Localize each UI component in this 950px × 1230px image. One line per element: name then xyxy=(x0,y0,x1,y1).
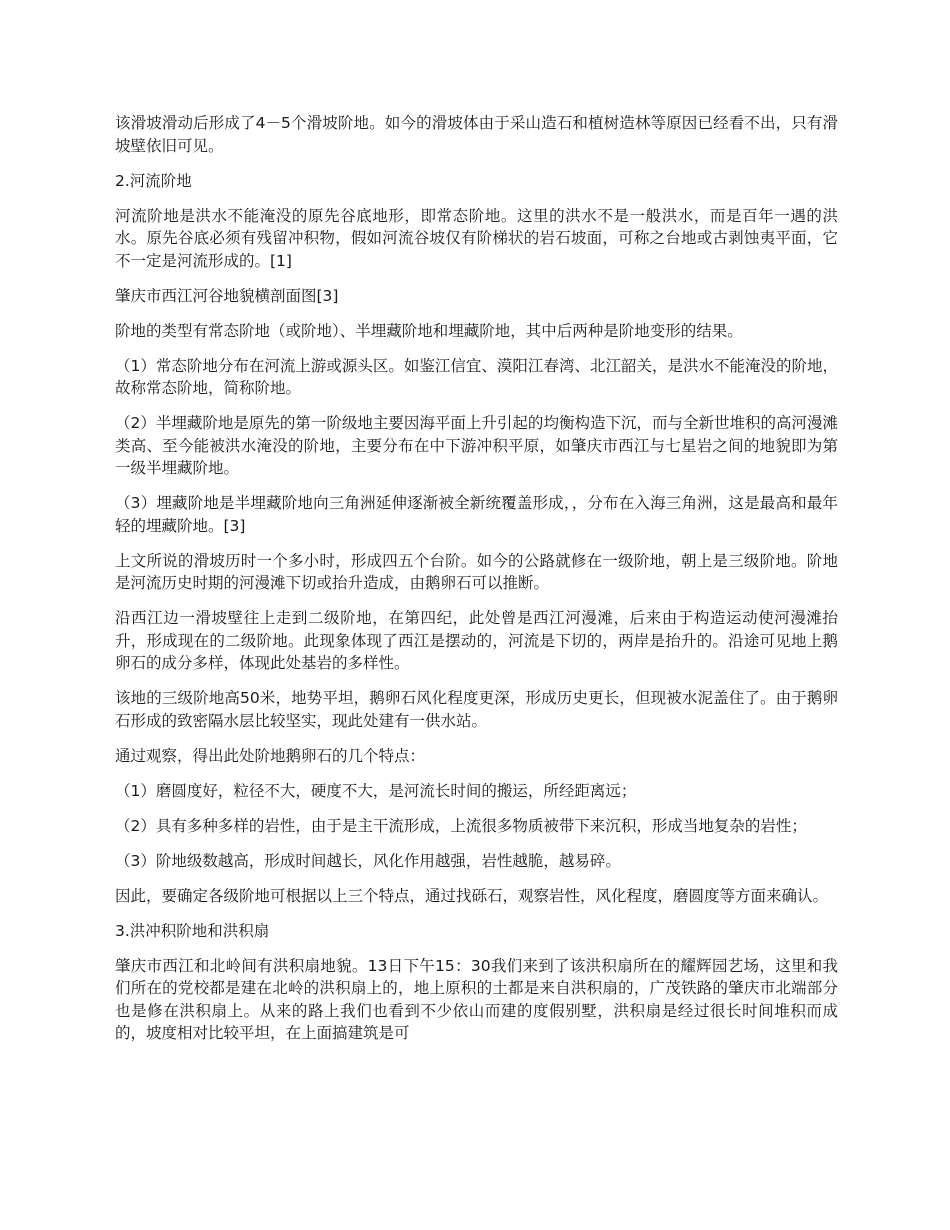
list-item-weathering: （3）阶地级数越高，形成时间越长，风化作用越强，岩性越脆，越易碎。 xyxy=(115,851,621,870)
paragraph-alluvial-fan: 肇庆市西江和北岭间有洪积扇地貌。13日下午15：30我们来到了该洪积扇所在的耀辉园艺场，这里和我们所在的党校都是建在北岭的洪积扇上的，地上原积的土都是来自洪积扇的，广茂铁路的肇庆市北端部分也是修在洪积扇上。从来的路上我们也看到不少依山而建的度假别墅，洪积扇是经过很长时间堆积而成的，坡度相对比较平坦，在上面搞建筑是可 xyxy=(115,956,838,1042)
list-item-normal-terrace: （1）常态阶地分布在河流上游或源头区。如鉴江信宜、漠阳江春湾、北江韶关，是洪水不能淹没的阶地，故称常态阶地，简称阶地。 xyxy=(115,356,838,397)
section-heading-river-terraces: 2.河流阶地 xyxy=(115,171,192,190)
list-item-roundness: （1）磨圆度好，粒径不大，硬度不大，是河流长时间的搬运，所经距离远； xyxy=(115,781,637,800)
paragraph-river-terrace-definition: 河流阶地是洪水不能淹没的原先谷底地形，即常态阶地。这里的洪水不是一般洪水，而是百年一遇的洪水。原先谷底必须有残留冲积物，假如河流谷坡仅有阶梯状的岩石坡面，可称之台地或古剥蚀夷平面，它不一定是河流形成的。[1] xyxy=(115,206,838,270)
list-item-lithology: （2）具有多种多样的岩性，由于是主干流形成，上流很多物质被带下来沉积，形成当地复杂的岩性； xyxy=(115,816,807,835)
list-item-buried-terrace: （3）埋藏阶地是半埋藏阶地向三角洲延伸逐渐被全新统覆盖形成，，分布在入海三角洲，这是最高和最年轻的埋藏阶地。[3] xyxy=(115,494,838,535)
paragraph-third-terrace: 该地的三级阶地高50米，地势平坦，鹅卵石风化程度更深，形成历史更长，但现被水泥盖住了。由于鹅卵石形成的致密隔水层比较坚实，现此处建有一供水站。 xyxy=(115,689,838,730)
list-item-semi-buried-terrace: （2）半埋藏阶地是原先的第一阶级地主要因海平面上升引起的均衡构造下沉，而与全新世堆积的高河漫滩类高、至今能被洪水淹没的阶地，主要分布在中下游冲积平原，如肇庆市西江与七星岩之间的地貌即为第一级半埋藏阶地。 xyxy=(115,414,838,477)
figure-caption-cross-section: 肇庆市西江河谷地貌横剖面图[3] xyxy=(115,286,339,305)
paragraph-second-terrace: 沿西江边一滑坡壁往上走到二级阶地，在第四纪，此处曾是西江河漫滩，后来由于构造运动使河漫滩抬升，形成现在的二级阶地。此现象体现了西江是摆动的，河流是下切的，两岸是抬升的。沿途可见地上鹅卵石的成分多样，体现此处基岩的多样性。 xyxy=(115,609,838,672)
paragraph-landslide-steps: 上文所说的滑坡历时一个多小时，形成四五个台阶。如今的公路就修在一级阶地，朝上是三级阶地。阶地是河流历史时期的河漫滩下切或抬升造成，由鹅卵石可以推断。 xyxy=(115,551,838,592)
paragraph-observation-intro: 通过观察，得出此处阶地鹅卵石的几个特点： xyxy=(115,746,426,765)
paragraph-terrace-types: 阶地的类型有常态阶地（或阶地）、半埋藏阶地和埋藏阶地，其中后两种是阶地变形的结果。 xyxy=(115,321,743,340)
section-heading-alluvial-fan: 3.洪冲积阶地和洪积扇 xyxy=(115,921,270,940)
paragraph-landslide-terraces: 该滑坡滑动后形成了4－5个滑坡阶地。如今的滑坡体由于采山造石和植树造林等原因已经看不出，只有滑坡壁依旧可见。 xyxy=(115,114,838,155)
paragraph-conclusion: 因此，要确定各级阶地可根据以上三个特点，通过找砾石，观察岩性，风化程度，磨圆度等方面来确认。 xyxy=(115,886,829,905)
